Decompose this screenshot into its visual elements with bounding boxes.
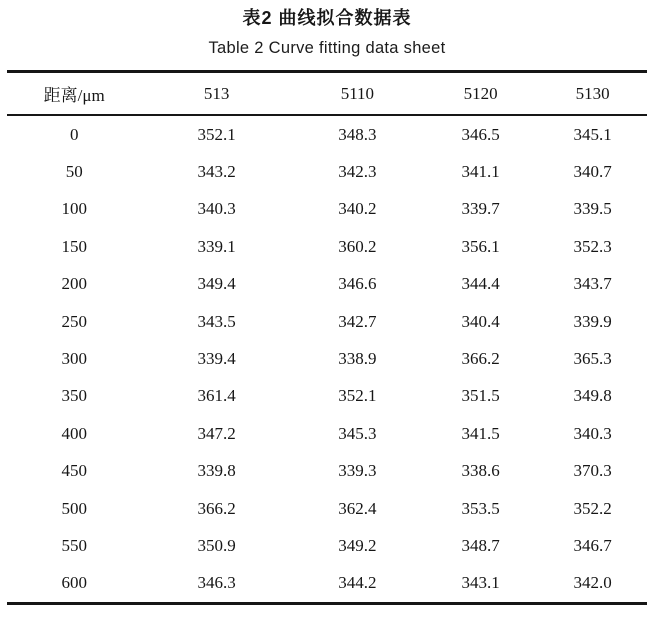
value-cell: 345.3: [338, 423, 377, 443]
value-cell: 349.8: [573, 386, 612, 406]
table-row: [7, 340, 647, 377]
value-cell: 342.0: [573, 573, 612, 593]
value-cell: 349.2: [338, 535, 377, 555]
value-cell: 347.2: [197, 423, 236, 443]
value-cell: 346.5: [461, 124, 500, 144]
value-cell: 366.2: [461, 349, 500, 369]
value-cell: 361.4: [197, 386, 236, 406]
curve-fitting-data-table: [7, 70, 647, 605]
value-cell: 339.1: [197, 236, 236, 256]
value-cell: 339.9: [573, 311, 612, 331]
distance-cell: 50: [65, 162, 83, 182]
header-col-5110: 5110: [292, 72, 423, 116]
table-row: [7, 527, 647, 564]
value-cell: 370.3: [573, 461, 612, 481]
value-cell: 348.7: [461, 535, 500, 555]
table-row: [7, 565, 647, 604]
table-row: [7, 378, 647, 415]
value-cell: 343.7: [573, 274, 612, 294]
distance-cell: 0: [69, 124, 79, 144]
value-cell: 339.3: [338, 461, 377, 481]
value-cell: 340.2: [338, 199, 377, 219]
value-cell: 352.1: [338, 386, 377, 406]
table-row: [7, 228, 647, 265]
table-row: [7, 115, 647, 153]
table-row: [7, 303, 647, 340]
value-cell: 348.3: [338, 124, 377, 144]
value-cell: 365.3: [573, 349, 612, 369]
value-cell: 338.9: [338, 349, 377, 369]
header-col-5120: 5120: [423, 72, 538, 116]
value-cell: 339.8: [197, 461, 236, 481]
value-cell: 339.7: [461, 199, 500, 219]
value-cell: 346.7: [573, 535, 612, 555]
value-cell: 342.7: [338, 311, 377, 331]
table-row: [7, 191, 647, 228]
table-row: [7, 266, 647, 303]
distance-cell: 550: [61, 535, 87, 555]
table-body: [7, 115, 647, 604]
table-row: [7, 415, 647, 452]
value-cell: 339.4: [197, 349, 236, 369]
header-col-513: 513: [141, 72, 291, 116]
value-cell: 344.4: [461, 274, 500, 294]
table-caption-zh: 表2 曲线拟合数据表: [242, 8, 412, 28]
value-cell: 340.4: [461, 311, 500, 331]
value-cell: 356.1: [461, 236, 500, 256]
value-cell: 351.5: [461, 386, 500, 406]
value-cell: 342.3: [338, 162, 377, 182]
value-cell: 350.9: [197, 535, 236, 555]
value-cell: 362.4: [338, 498, 377, 518]
value-cell: 346.3: [197, 573, 236, 593]
header-distance: 距离/μm: [7, 72, 141, 116]
header-col-5130: 5130: [538, 72, 647, 116]
distance-cell: 250: [61, 311, 87, 331]
value-cell: 343.2: [197, 162, 236, 182]
distance-cell: 500: [61, 498, 87, 518]
value-cell: 352.1: [197, 124, 236, 144]
distance-cell: 300: [61, 349, 87, 369]
distance-cell: 150: [61, 236, 87, 256]
value-cell: 340.3: [573, 423, 612, 443]
value-cell: 341.1: [461, 162, 500, 182]
value-cell: 344.2: [338, 573, 377, 593]
value-cell: 339.5: [573, 199, 612, 219]
value-cell: 366.2: [197, 498, 236, 518]
table-row: [7, 490, 647, 527]
value-cell: 345.1: [573, 124, 612, 144]
distance-cell: 200: [61, 274, 87, 294]
table-header-row: [7, 72, 647, 116]
distance-cell: 600: [61, 573, 87, 593]
value-cell: 353.5: [461, 498, 500, 518]
value-cell: 346.6: [338, 274, 377, 294]
value-cell: 343.5: [197, 311, 236, 331]
distance-cell: 400: [61, 423, 87, 443]
distance-cell: 100: [61, 199, 87, 219]
value-cell: 360.2: [338, 236, 377, 256]
value-cell: 341.5: [461, 423, 500, 443]
value-cell: 343.1: [461, 573, 500, 593]
value-cell: 340.7: [573, 162, 612, 182]
distance-cell: 450: [61, 461, 87, 481]
table-row: [7, 153, 647, 190]
value-cell: 349.4: [197, 274, 236, 294]
value-cell: 340.3: [197, 199, 236, 219]
table-caption-en: Table 2 Curve fitting data sheet: [208, 39, 446, 57]
value-cell: 338.6: [461, 461, 500, 481]
distance-cell: 350: [61, 386, 87, 406]
value-cell: 352.3: [573, 236, 612, 256]
table-row: [7, 453, 647, 490]
value-cell: 352.2: [573, 498, 612, 518]
